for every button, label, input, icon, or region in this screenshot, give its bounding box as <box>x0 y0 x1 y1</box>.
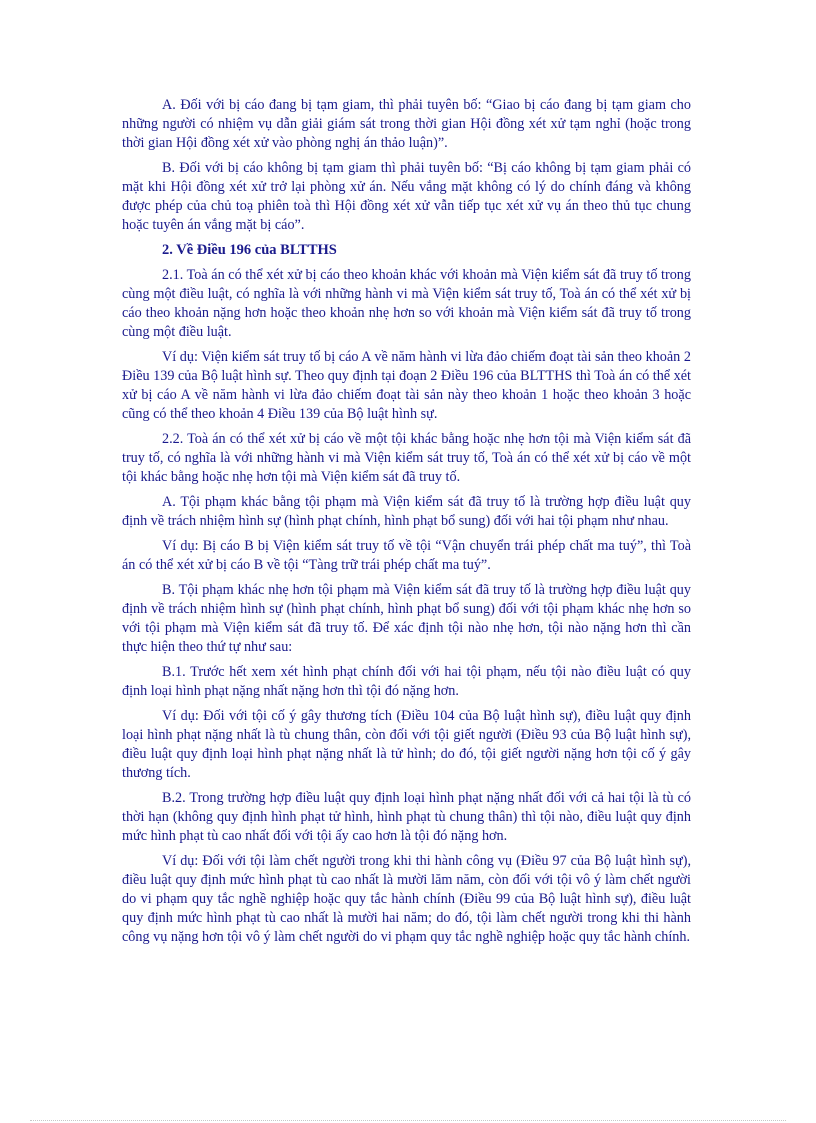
paragraph: B.1. Trước hết xem xét hình phạt chính đối với hai tội phạm, nếu tội nào điều luật có quy định loại hình phạt nặng nhất nặng hơn thì tội đó nặng hơn. <box>122 664 691 699</box>
paragraph: 2.1. Toà án có thể xét xử bị cáo theo khoản khác với khoản mà Viện kiểm sát đã truy tố trong cùng một điều luật, có nghĩa là với những hành vi mà Viện kiểm sát truy tố, Toà án có thể xét xử bị cáo theo khoản nặng hơn hoặc theo khoản nhẹ hơn so với khoản mà Viện kiểm sát đã truy tố trong cùng một điều luật. <box>122 267 691 340</box>
paragraph: Ví dụ: Đối với tội làm chết người trong khi thi hành công vụ (Điều 97 của Bộ luật hình sự), điều luật quy định mức hình phạt tù cao nhất là mười lăm năm, còn đối với tội vô ý làm chết người do vi phạm quy tắc nghề nghiệp hoặc quy tắc hành chính (Điều 99 của Bộ luật hình sự), điều luật quy định mức hình phạt tù cao nhất là mười hai năm; do đó, tội làm chết người trong khi thi hành công vụ nặng hơn tội vô ý làm chết người do vi phạm quy tắc nghề nghiệp hoặc quy tắc hành chính. <box>122 853 691 945</box>
paragraph: B.2. Trong trường hợp điều luật quy định loại hình phạt nặng nhất đối với cả hai tội là tù có thời hạn (không quy định hình phạt tử hình, hình phạt tù chung thân) thì tội nào, điều luật quy định mức hình phạt tù cao nhất đối với tội ấy cao hơn là tội đó nặng hơn. <box>122 790 691 844</box>
document-body <box>122 96 691 953</box>
paragraph: Ví dụ: Đối với tội cố ý gây thương tích (Điều 104 của Bộ luật hình sự), điều luật quy định loại hình phạt nặng nhất là tù chung thân, còn đối với tội giết người (Điều 93 của Bộ luật hình sự), điều luật quy định loại hình phạt nặng nhất là tử hình; do đó, tội giết người nặng hơn tội cố ý gây thương tích. <box>122 708 691 781</box>
section-heading: 2. Về Điều 196 của BLTTHS <box>162 242 337 258</box>
paragraph: A. Tội phạm khác bằng tội phạm mà Viện kiểm sát đã truy tố là trường hợp điều luật quy định về trách nhiệm hình sự (hình phạt chính, hình phạt bổ sung) đối với hai tội phạm như nhau. <box>122 494 691 529</box>
paragraph: Ví dụ: Viện kiểm sát truy tố bị cáo A về năm hành vi lừa đảo chiếm đoạt tài sản theo khoản 2 Điều 139 của Bộ luật hình sự. Theo quy định tại đoạn 2 Điều 196 của BLTTHS thì Toà án có thể xét xử bị cáo A về năm hành vi lừa đảo chiếm đoạt tài sản này theo khoản 1 hoặc theo khoản 3 hoặc cũng có thể theo khoản 4 Điều 139 của Bộ luật hình sự. <box>122 349 691 422</box>
paragraph: B. Đối với bị cáo không bị tạm giam thì phải tuyên bố: “Bị cáo không bị tạm giam phải có mặt khi Hội đồng xét xử trở lại phòng xử án. Nếu vắng mặt không có lý do chính đáng và không được phép của chủ toạ phiên toà thì Hội đồng xét xử vẫn tiếp tục xét xử vụ án theo thủ tục chung hoặc tuyên án vắng mặt bị cáo”. <box>122 160 691 233</box>
paragraph: B. Tội phạm khác nhẹ hơn tội phạm mà Viện kiểm sát đã truy tố là trường hợp điều luật quy định về trách nhiệm hình sự (hình phạt chính, hình phạt bổ sung) đối với tội phạm khác nhẹ hơn so với tội phạm mà Viện kiểm sát đã truy tố. Để xác định tội nào nhẹ hơn, tội nào nặng hơn thì cần thực hiện theo thứ tự như sau: <box>122 582 691 655</box>
paragraph: Ví dụ: Bị cáo B bị Viện kiểm sát truy tố về tội “Vận chuyển trái phép chất ma tuý”, thì Toà án có thể xét xử bị cáo B về tội “Tàng trữ trái phép chất ma tuý”. <box>122 538 691 573</box>
paragraph: 2.2. Toà án có thể xét xử bị cáo về một tội khác bằng hoặc nhẹ hơn tội mà Viện kiểm sát đã truy tố, có nghĩa là với những hành vi mà Viện kiểm sát truy tố, Toà án có thể xét xử bị cáo về một tội khác bằng hoặc nhẹ hơn tội mà Viện kiểm sát đã truy tố. <box>122 431 691 485</box>
page-bottom-divider <box>30 1120 786 1121</box>
paragraph: A. Đối với bị cáo đang bị tạm giam, thì phải tuyên bố: “Giao bị cáo đang bị tạm giam cho những người có nhiệm vụ dẫn giải giám sát trong thời gian Hội đồng xét xử tạm nghỉ (hoặc trong thời gian Hội đồng xét xử vào phòng nghị án thảo luận)”. <box>122 97 691 151</box>
